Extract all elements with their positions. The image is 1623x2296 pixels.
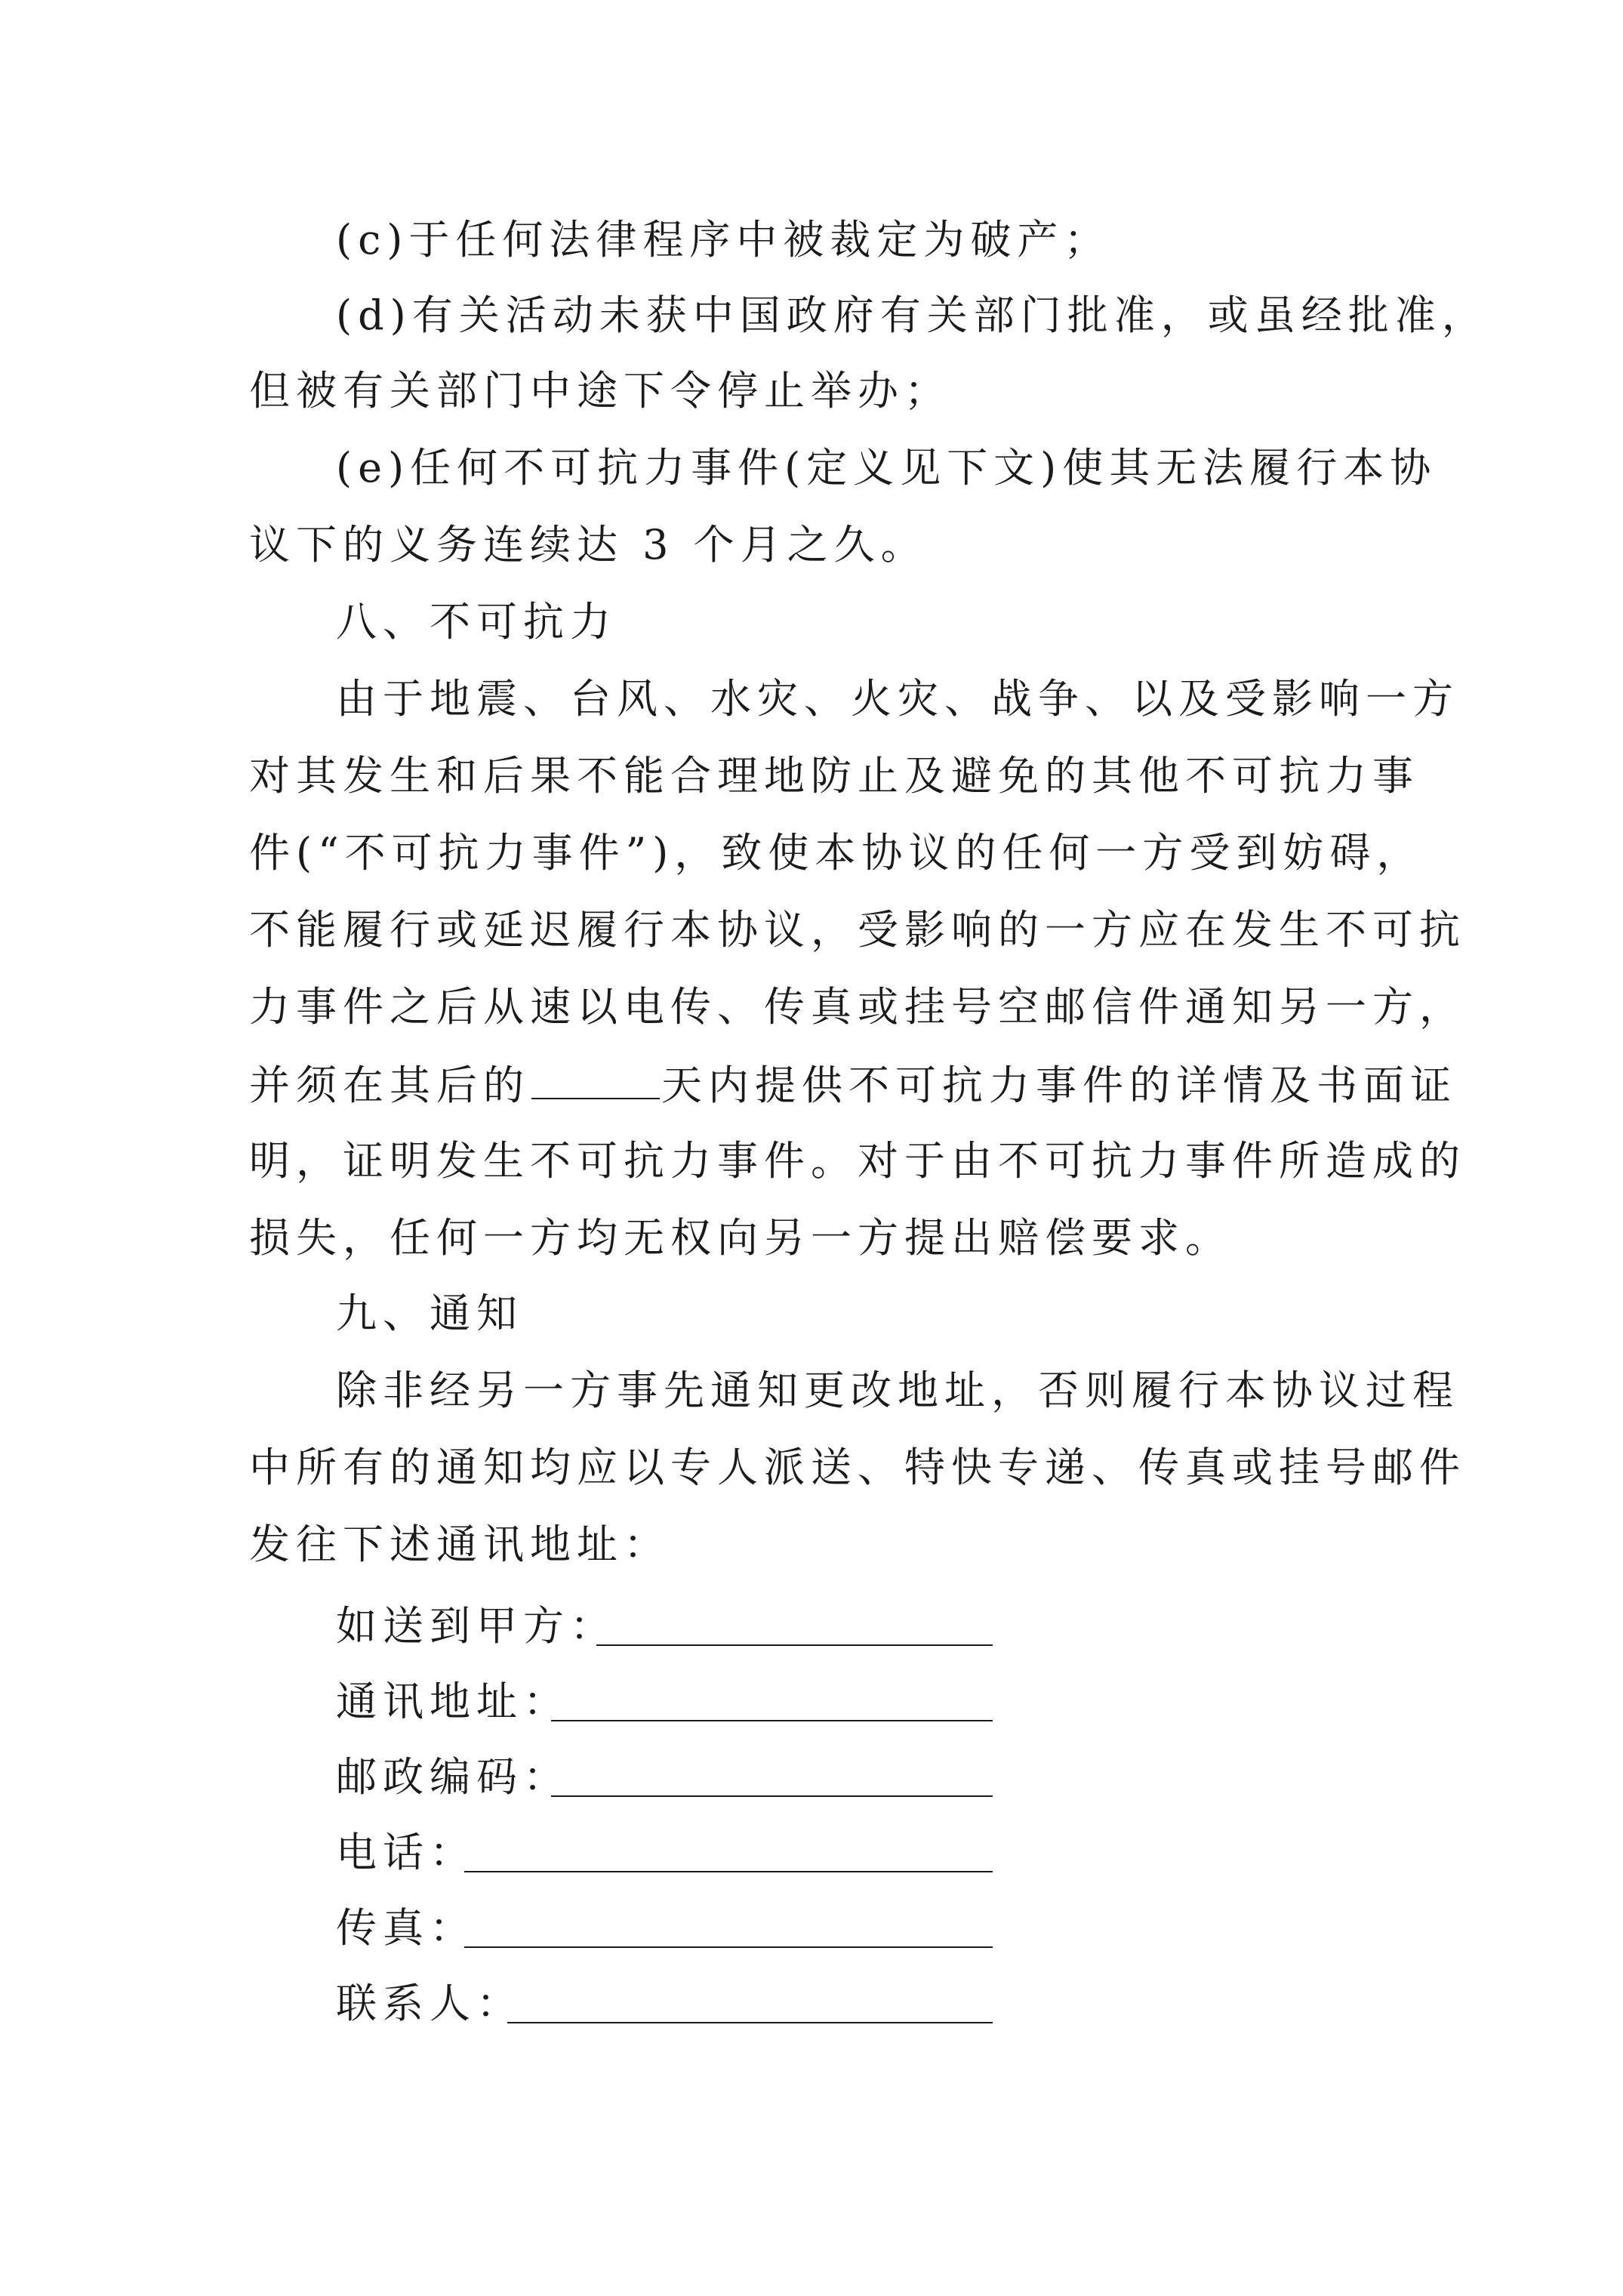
clause-c: (c)于任何法律程序中被裁定为破产； — [336, 216, 1111, 264]
send-to-blank[interactable] — [596, 1644, 993, 1646]
section8-line-1: 由于地震、台风、水灾、火灾、战争、以及受影响一方 — [336, 675, 1459, 723]
section8-line-3: 件(“不可抗力事件”)，致使本协议的任何一方受到妨碍， — [249, 829, 1424, 877]
field-address-label: 通讯地址： — [336, 1678, 570, 1725]
section8-heading: 八、不可抗力 — [336, 598, 617, 646]
section8-line-8: 损失，任何一方均无权向另一方提出赔偿要求。 — [249, 1214, 1232, 1262]
fax-blank[interactable] — [464, 1946, 993, 1948]
section8-line-4: 不能履行或延迟履行本协议，受影响的一方应在发生不可抗 — [249, 906, 1466, 954]
clause-e-line-1: (e)任何不可抗力事件(定义见下文)使其无法履行本协 — [336, 444, 1437, 492]
phone-blank[interactable] — [464, 1871, 993, 1872]
field-postal-code-label: 邮政编码： — [336, 1753, 570, 1801]
section8-line-7: 明，证明发生不可抗力事件。对于由不可抗力事件所造成的 — [249, 1137, 1466, 1185]
section8-line-5: 力事件之后从速以电传、传真或挂号空邮信件通知另一方， — [249, 983, 1466, 1031]
clause-d-line-1: (d)有关活动未获中国政府有关部门批准，或虽经批准， — [336, 291, 1489, 339]
field-send-to-label: 如送到甲方： — [336, 1602, 617, 1650]
field-phone-label: 电话： — [336, 1829, 476, 1876]
section8-line-2: 对其发生和后果不能合理地防止及避免的其他不可抗力事 — [249, 752, 1419, 800]
contact-blank[interactable] — [507, 2022, 993, 2023]
section9-heading: 九、通知 — [336, 1290, 523, 1337]
section9-line-3: 发往下述通讯地址： — [249, 1521, 670, 1568]
clause-d-line-2: 但被有关部门中途下令停止举办； — [249, 367, 951, 415]
address-blank[interactable] — [551, 1720, 993, 1721]
section8-line-6-after: 天内提供不可抗力事件的详情及书面证 — [661, 1062, 1457, 1109]
days-blank[interactable] — [531, 1062, 660, 1099]
field-contact-label: 联系人： — [336, 1980, 523, 2027]
section8-line-6 — [249, 1062, 1457, 1107]
section9-line-1: 除非经另一方事先通知更改地址，否则履行本协议过程 — [336, 1367, 1459, 1414]
postal-code-blank[interactable] — [551, 1795, 993, 1797]
section9-line-2: 中所有的通知均应以专人派送、特快专递、传真或挂号邮件 — [249, 1444, 1466, 1491]
field-fax-label: 传真： — [336, 1904, 476, 1952]
section8-line-6-before: 并须在其后的 — [249, 1062, 530, 1109]
clause-e-line-2: 议下的义务连续达 3 个月之久。 — [249, 521, 928, 569]
